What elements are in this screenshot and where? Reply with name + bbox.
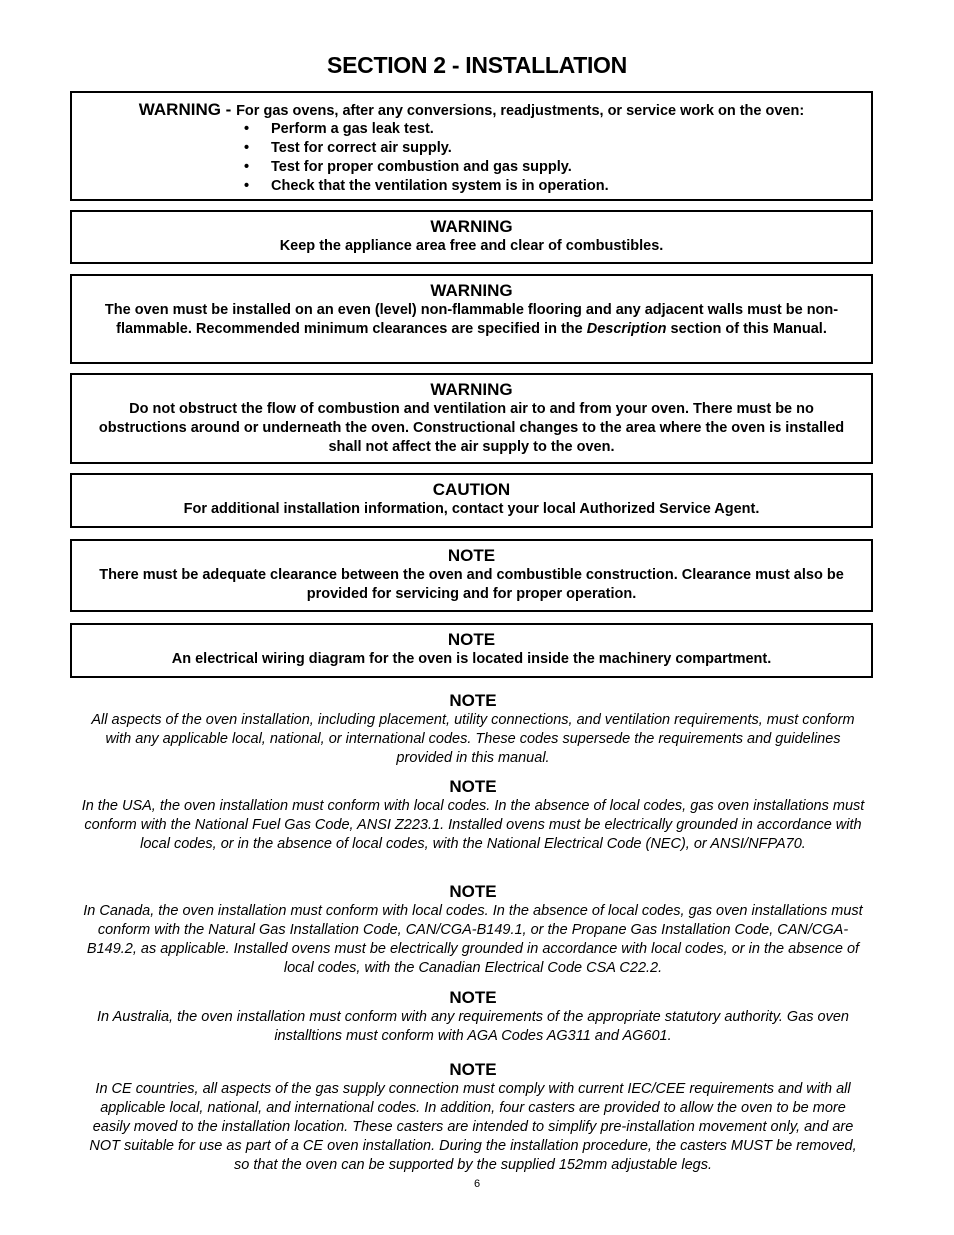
note-heading: NOTE [449,988,497,1007]
gas-service-checklist [244,120,609,196]
box-body: For additional installation information, contact your local Authorized Service Agent. [183,501,760,517]
box-body: There must be adequate clearance between the oven and combustible construction. Clearance must also be provided for servicing and for proper operation. [99,567,844,602]
note-heading: NOTE [449,691,497,710]
box-heading: WARNING [430,217,513,236]
note-usa [80,776,866,854]
note-heading: NOTE [449,882,497,901]
note-box-wiring [70,623,873,678]
box-body: An electrical wiring diagram for the oven is located inside the machinery compartment. [171,651,772,667]
box-body [72,301,871,339]
box-heading: NOTE [447,546,496,565]
warning-gas-service-intro [72,100,871,120]
box-heading: NOTE [447,630,496,649]
box-body-part: The oven must be installed on an even (level) non-flammable flooring and any adjacent walls must be non-flammable. Recommended minimum clearances are specified in the [104,302,839,337]
box-body: Keep the appliance area free and clear of combustibles. [279,238,664,254]
list-item: • Perform a gas leak test. [244,120,609,139]
warning-box-flooring [70,274,873,364]
box-body: Do not obstruct the flow of combustion and ventilation air to and from your oven. There must be no obstructions around or underneath the oven. Constructional changes to the area where the oven is installed shall not affect the air supply to the oven. [98,401,845,455]
note-body: In Canada, the oven installation must conform with local codes. In the absence of local codes, gas oven installations must conform with the Natural Gas Installation Code, CAN/CGA-B149.1, or the Propane Gas Installation Code, CAN/CGA-B149.2, as applicable. Installed ovens must be electrically grounded in accordance with local codes, or in the absence of local codes, with the Canadian Electrical Code CSA C22.2. [83,903,863,976]
note-body: In Australia, the oven installation must conform with any requirements of the appropriate statutory authority. Gas oven installtions must conform with AGA Codes AG311 and AG601. [97,1009,849,1044]
warning-lead: WARNING - [138,100,237,119]
box-heading: WARNING [430,281,513,300]
warning-box-combustibles [70,210,873,264]
box-heading: WARNING [430,380,513,399]
note-body: In CE countries, all aspects of the gas supply connection must comply with current IEC/CEE requirements and with all applicable local, national, and international codes. In addition, four casters are provided to allow the oven to be more easily moved to the installation location. These casters are intended to simplify pre-installation movement only, and are NOT suitable for use as part of a CE oven installation. During the installation procedure, the casters MUST be removed, so that the oven can be supported by the supplied 152mm adjustable legs. [89,1081,857,1173]
warning-box-airflow [70,373,873,464]
note-box-clearance [70,539,873,612]
warning-box-gas-service [70,91,873,201]
box-heading: CAUTION [432,480,511,499]
note-australia [80,987,866,1046]
list-item: • Test for correct air supply. [244,139,609,158]
section-title: SECTION 2 - INSTALLATION [327,52,627,78]
note-canada [80,881,866,978]
list-item: • Check that the ventilation system is in operation. [244,177,609,196]
note-body: All aspects of the oven installation, including placement, utility connections, and ventilation requirements, must conform with any applicable local, national, or international codes. These codes supersede the requirements and guidelines provided in this manual. [91,712,855,766]
note-heading: NOTE [449,1060,497,1079]
note-body: In the USA, the oven installation must conform with local codes. In the absence of local codes, gas oven installations must conform with the National Fuel Gas Code, ANSI Z223.1. Installed ovens must be electrically grounded in accordance with local codes, or in the absence of local codes, with the National Electrical Code (NEC), or ANSI/NFPA70. [81,798,865,852]
box-body-part: section of this Manual. [666,321,827,337]
page-number: 6 [473,1178,481,1190]
note-codes [80,690,866,768]
note-ce-countries [80,1059,866,1175]
note-heading: NOTE [449,777,497,796]
warning-gas-service-text: For gas ovens, after any conversions, readjustments, or service work on the oven: [236,103,805,119]
list-item: • Test for proper combustion and gas supply. [244,158,609,177]
description-reference: Description [586,321,667,337]
caution-box [70,473,873,528]
